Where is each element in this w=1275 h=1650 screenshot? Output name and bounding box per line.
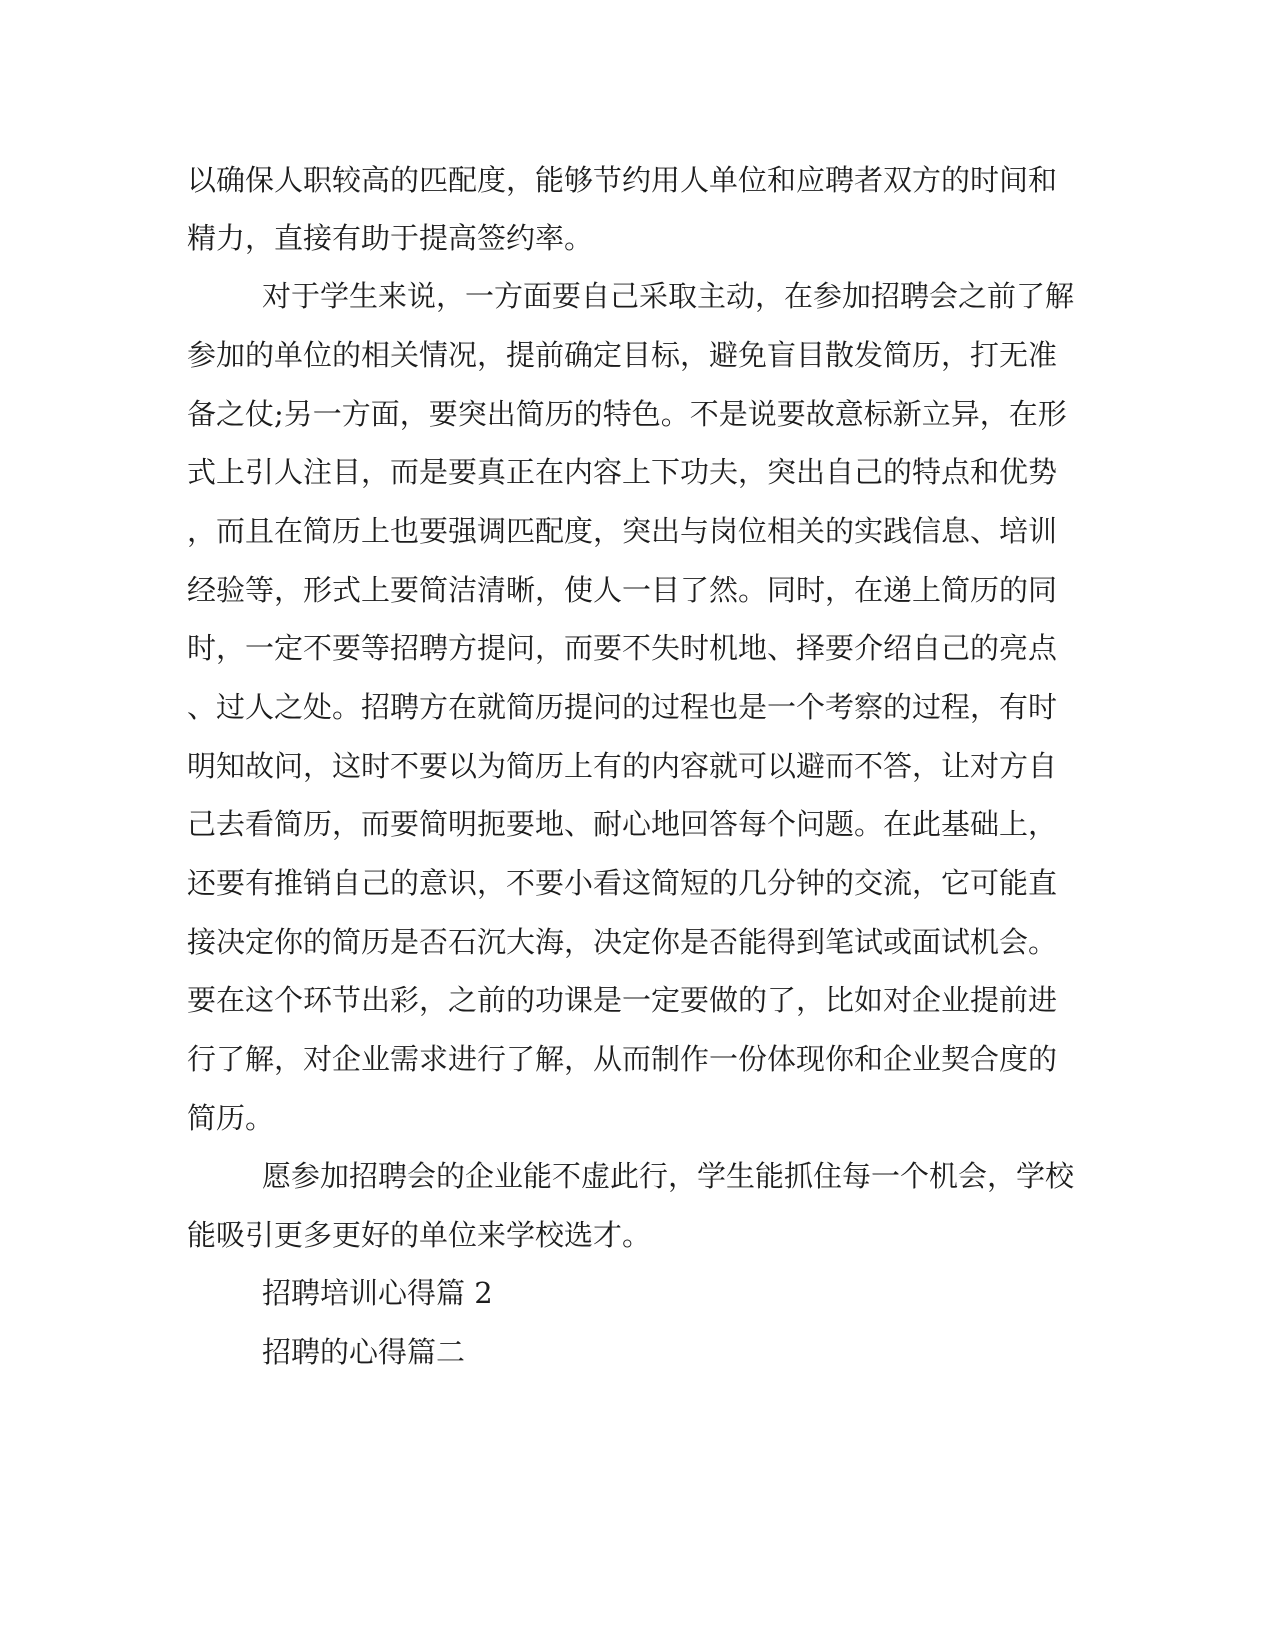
paragraph-line: 还要有推销自己的意识，不要小看这简短的几分钟的交流，它可能直: [187, 866, 1058, 900]
paragraph-line: 、过人之处。招聘方在就简历提问的过程也是一个考察的过程，有时: [187, 690, 1058, 724]
paragraph-line: 己去看简历，而要简明扼要地、耐心地回答每个问题。在此基础上，: [187, 807, 1058, 841]
paragraph-line: 经验等，形式上要简洁清晰，使人一目了然。同时，在递上简历的同: [187, 573, 1058, 607]
paragraph-line: 以确保人职较高的匹配度，能够节约用人单位和应聘者双方的时间和: [187, 163, 1058, 197]
paragraph-line: 式上引人注目，而是要真正在内容上下功夫，突出自己的特点和优势: [187, 455, 1058, 489]
paragraph-line: 能吸引更多更好的单位来学校选才。: [187, 1218, 652, 1252]
paragraph-line: 行了解，对企业需求进行了解，从而制作一份体现你和企业契合度的: [187, 1042, 1058, 1076]
paragraph-line: 参加的单位的相关情况，提前确定目标，避免盲目散发简历，打无准: [187, 338, 1058, 372]
paragraph-line: ，而且在简历上也要强调匹配度，突出与岗位相关的实践信息、培训: [187, 514, 1058, 548]
paragraph-line: 备之仗;另一方面，要突出简历的特色。不是说要故意标新立异，在形: [187, 397, 1067, 431]
section-heading: 招聘的心得篇二: [262, 1335, 466, 1369]
paragraph-line: 明知故问，这时不要以为简历上有的内容就可以避而不答，让对方自: [187, 749, 1058, 783]
paragraph-line: 愿参加招聘会的企业能不虚此行，学生能抓住每一个机会，学校: [262, 1159, 1075, 1193]
paragraph-line: 精力，直接有助于提高签约率。: [187, 221, 594, 255]
paragraph-line: 时，一定不要等招聘方提问，而要不失时机地、择要介绍自己的亮点: [187, 631, 1058, 665]
paragraph-line: 对于学生来说，一方面要自己采取主动，在参加招聘会之前了解: [262, 279, 1075, 313]
paragraph-line: 要在这个环节出彩，之前的功课是一定要做的了，比如对企业提前进: [187, 983, 1058, 1017]
paragraph-line: 接决定你的简历是否石沉大海，决定你是否能得到笔试或面试机会。: [187, 925, 1058, 959]
paragraph-line: 简历。: [187, 1101, 275, 1135]
section-heading: 招聘培训心得篇 2: [262, 1276, 493, 1310]
